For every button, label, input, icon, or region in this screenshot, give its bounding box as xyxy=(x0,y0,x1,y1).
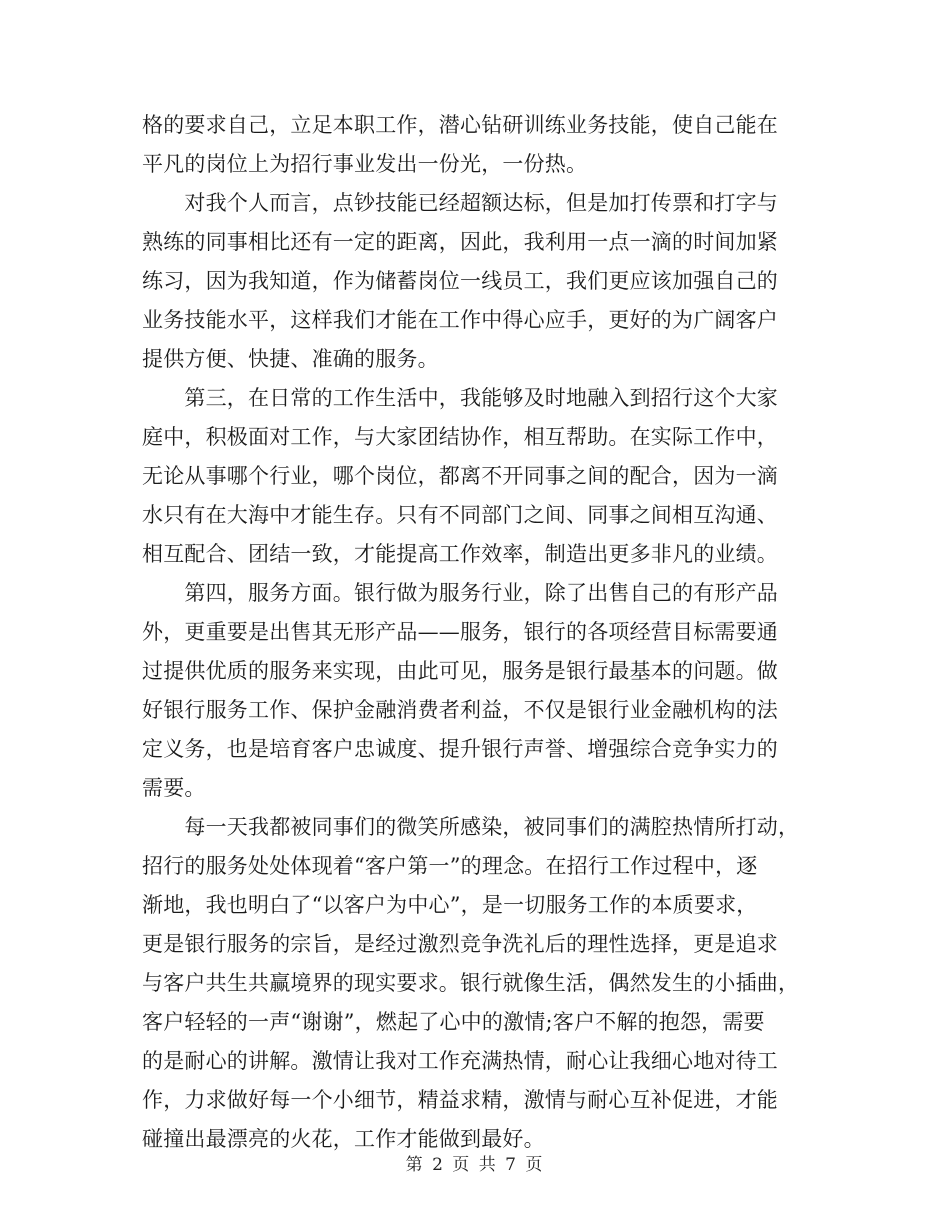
text-line: 业务技能水平，这样我们才能在工作中得心应手，更好的为广阔客户 xyxy=(142,308,778,332)
text-line: 的是耐心的讲解。激情让我对工作充满热情，耐心让我细心地对待工 xyxy=(142,1049,778,1073)
text-line: 更是银行服务的宗旨，是经过激烈竞争洗礼后的理性选择，更是追求 xyxy=(142,932,778,956)
text-line: 相互配合、团结一致，才能提高工作效率，制造出更多非凡的业绩。 xyxy=(142,542,778,566)
text-line: 需要。 xyxy=(142,776,206,800)
text-line: 格的要求自己，立足本职工作，潜心钻研训练业务技能，使自己能在 xyxy=(142,113,778,137)
text-line: 每一天我都被同事们的微笑所感染，被同事们的满腔热情所打动， xyxy=(142,815,800,839)
text-line: 第四，服务方面。银行做为服务行业，除了出售自己的有形产品 xyxy=(142,581,778,605)
text-line: 渐地，我也明白了“以客户为中心”，是一切服务工作的本质要求， xyxy=(142,893,758,917)
document-body xyxy=(142,106,810,1159)
text-line: 平凡的岗位上为招行事业发出一份光，一份热。 xyxy=(142,152,588,176)
text-line: 过提供优质的服务来实现，由此可见，服务是银行最基本的问题。做 xyxy=(142,659,778,683)
text-line: 提供方便、快捷、准确的服务。 xyxy=(142,347,439,371)
text-line: 熟练的同事相比还有一定的距离，因此，我利用一点一滴的时间加紧 xyxy=(142,230,778,254)
page-number-footer: 第 2 页 共 7 页 xyxy=(405,1155,545,1175)
text-line: 客户轻轻的一声“谢谢”，燃起了心中的激情;客户不解的抱怨，需要 xyxy=(142,1010,765,1034)
text-line: 无论从事哪个行业，哪个岗位，都离不开同事之间的配合，因为一滴 xyxy=(142,464,778,488)
text-line: 定义务，也是培育客户忠诚度、提升银行声誉、增强综合竞争实力的 xyxy=(142,737,778,761)
text-line: 好银行服务工作、保护金融消费者利益，不仅是银行业金融机构的法 xyxy=(142,698,778,722)
text-line: 练习，因为我知道，作为储蓄岗位一线员工，我们更应该加强自己的 xyxy=(142,269,778,293)
text-line: 招行的服务处处体现着“客户第一”的理念。在招行工作过程中，逐 xyxy=(142,854,758,878)
text-line: 与客户共生共赢境界的现实要求。银行就像生活，偶然发生的小插曲， xyxy=(142,971,800,995)
text-line: 第三，在日常的工作生活中，我能够及时地融入到招行这个大家 xyxy=(142,386,778,410)
text-line: 外，更重要是出售其无形产品——服务，银行的各项经营目标需要通 xyxy=(142,620,778,644)
text-line: 碰撞出最漂亮的火花，工作才能做到最好。 xyxy=(142,1127,545,1151)
text-line: 对我个人而言，点钞技能已经超额达标，但是加打传票和打字与 xyxy=(142,191,778,215)
text-line: 水只有在大海中才能生存。只有不同部门之间、同事之间相互沟通、 xyxy=(142,503,778,527)
text-line: 作，力求做好每一个小细节，精益求精，激情与耐心互补促进，才能 xyxy=(142,1088,778,1112)
text-line: 庭中，积极面对工作，与大家团结协作，相互帮助。在实际工作中， xyxy=(142,425,778,449)
